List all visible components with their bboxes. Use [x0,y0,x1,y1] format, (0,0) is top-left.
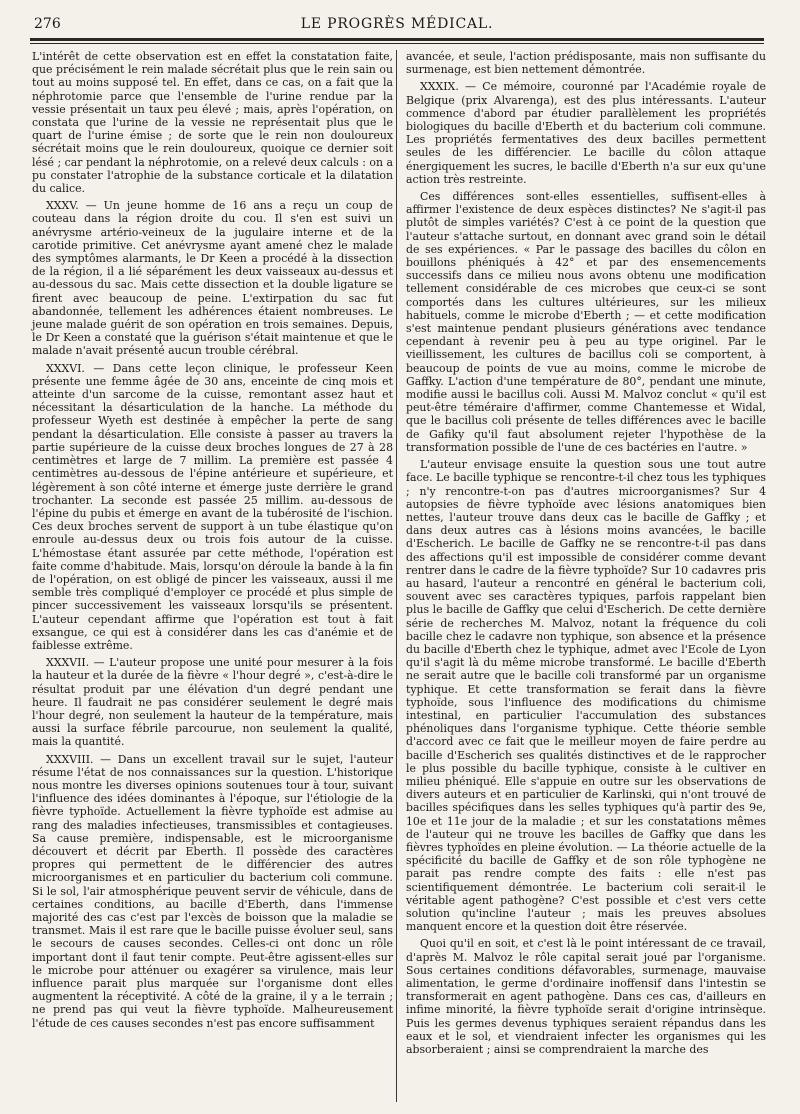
page-header [30,16,764,36]
paragraph: XXXV. — Un jeune homme de 16 ans a reçu un coup de couteau dans la région droite du cou. Il s'en est suivi un anévrysme artério-veineux de la jugulaire interne et de la carotide primitive. Cet anévrysme ayant amené chez le malade des symptômes alarmants, le Dr Keen a procédé à la dissection de la région, il a lié séparément les deux vaisseaux au-dessus et au-dessous du sac. Mais cette dissection et la double ligature se firent avec beaucoup de peine. L'extirpation du sac fut abandonnée, tellement les adhérences étaient nombreuses. Le jeune malade guérit de son opération en trois semaines. Depuis, le Dr Keen a constaté que la guérison s'était maintenue et que le malade n'avait présenté aucun trouble cérébral. [32,199,393,358]
header-rule-thin [30,43,764,44]
paragraph: XXXVII. — L'auteur propose une unité pour mesurer à la fois la hauteur et la durée de la fièvre « l'hour degré », c'est-à-dire le résultat produit par une élévation d'un degré pendant une heure. Il faudrait ne pas considérer seulement le degré mais l'hour degré, non seulement la hauteur de la température, mais aussi la surface fébrile parcourue, non seulement la qualité, mais la quantité. [32,656,393,749]
running-title: LE PROGRÈS MÉDICAL. [300,16,494,32]
paragraph: L'intérêt de cette observation est en effet la constatation faite, que précisément le rein malade sécrétait plus que le rein sain ou tout au moins supposé tel. En effet, dans ce cas, on a fait que la néphrotomie parce que l'ensemble de l'urine rendue par la vessie présentait un taux peu élevé ; mais, après l'opération, on constata que l'urine de la vessie ne représentait plus que le quart de l'urine émise ; de sorte que le rein non douloureux sécrétait moins que le rein douloureux, quoique ce dernier soit lésé ; car pendant la néphrotomie, on a relevé deux calculs : on a pu constater l'atrophie de la substance corticale et la dilatation du calice. [32,50,393,196]
paragraph: Quoi qu'il en soit, et c'est là le point intéressant de ce travail, d'après M. Malvoz le rôle capital serait joué par l'organisme. Sous certaines conditions défavorables, surmenage, mauvaise alimentation, le germe d'ordinaire inoffensif dans l'intestin se transformerait en agent pathogène. Dans ces cas, d'ailleurs en infime minorité, la fièvre typhoïde serait d'origine intrinsèque. Puis les germes devenus typhiques seraient répandus dans les eaux et le sol, et viendraient infecter les organismes qui les absorberaient ; ainsi se comprendraient la marche des [406,937,766,1057]
paragraph: XXXIX. — Ce mémoire, couronné par l'Académie royale de Belgique (prix Alvarenga), est des plus intéressants. L'auteur commence d'abord par étudier parallèlement les propriétés biologiques du bacille d'Eberth et du bacterium coli commune. Les propriétés fermentatives des deux bacilles permettent seules de les différencier. Le bacille du côlon attaque énergiquement les sucres, le bacille d'Eberth n'a sur eux qu'une action très restreinte. [406,80,766,186]
paragraph: XXXVI. — Dans cette leçon clinique, le professeur Keen présente une femme âgée de 30 ans, enceinte de cinq mois et atteinte d'un sarcome de la cuisse, remontant assez haut et nécessitant la désarticulation de la hanche. La méthode du professeur Wyeth est destinée à empêcher la perte de sang pendant la désarticulation. Elle consiste à passer au travers la partie supérieure de la cuisse deux broches longues de 27 à 28 centimètres et large de 7 millim. La première est passée 4 centimètres au-dessous de l'épine antérieure et supérieure, et légèrement à son côté interne et émerge juste derrière le grand trochanter. La seconde est passée 25 millim. au-dessous de l'épine du pubis et émerge en avant de la tubérosité de l'ischion. Ces deux broches servent de support à un tube élastique qu'on enroule au-dessus deux ou trois fois autour de la cuisse. L'hémostase étant assurée par cette méthode, l'opération est faite comme d'habitude. Mais, lorsqu'on déroule la bande à la fin de l'opération, on est obligé de pincer les vaisseaux, aussi il me semble très compliqué d'employer ce procédé et plus simple de pincer successivement les vaisseaux lorsqu'ils se présentent. L'auteur cependant affirme que l'opération est tout à fait exsangue, ce qui est à considérer dans les cas d'anémie et de faiblesse extrême. [32,361,393,652]
paragraph: L'auteur envisage ensuite la question sous une tout autre face. Le bacille typhique se rencontre-t-il chez tous les typhiques ; n'y rencontre-t-on pas d'autres microorganismes? Sur 4 autopsies de fièvre typhoïde avec lésions anatomiques bien nettes, l'auteur trouve dans deux cas le bacille de Gaffky ; et dans deux autres cas à lésions moins avancées, le bacille d'Escherich. Le bacille de Gaffky ne se rencontre-t-il pas dans des affections qu'il est impossible de considérer comme devant rentrer dans le cadre de la fièvre typhoïde? Sur 10 cadavres pris au hasard, l'auteur a rencontré en général le bacterium coli, souvent avec ses caractères typiques, parfois rappelant bien plus le bacille de Gaffky que celui d'Escherich. De cette dernière série de recherches M. Malvoz, notant la fréquence du coli bacille chez le cadavre non typhique, son absence et la présence du bacille d'Eberth chez le typhique, admet avec l'Ecole de Lyon qu'il s'agit là du même microbe transformé. Le bacille d'Eberth ne serait autre que le bacille coli transformé par un organisme typhique. Et cette transformation se ferait dans la fièvre typhoïde, sous l'influence des modifications du chimisme intestinal, en particulier l'accumulation des substances phénoliques dans l'organisme typhique. Cette théorie semble d'accord avec ce fait que le meilleur moyen de faire perdre au bacille d'Escherich ses qualités distinctives et de le rapprocher le plus possible du bacille typhique, consiste à le cultiver en milieu phéniqué. Elle s'appuie en outre sur les observations de divers auteurs et en particulier de Karlinski, qui n'ont trouvé de bacilles spécifiques dans les selles typhiques qu'à partir des 9e, 10e et 11e jour de la maladie ; et sur les constatations mêmes de l'auteur qui ne trouve les bacilles de Gaffky que dans les fièvres typhoïdes en pleine évolution. — La théorie actuelle de la spécificité du bacille de Gaffky et de son rôle typhogène ne parait pas rendre compte des faits : elle n'est pas scientifiquement démontrée. Le bacterium coli serait-il le véritable agent pathogène? C'est possible et c'est vers cette solution qu'incline l'auteur ; mais les preuves absolues manquent encore et la question doit être réservée. [406,458,766,934]
right-column [406,50,766,1060]
paragraph: XXXVIII. — Dans un excellent travail sur le sujet, l'auteur résume l'état de nos connaissances sur la question. L'historique nous montre les diverses opinions soutenues tour à tour, suivant l'influence des idées dominantes à l'époque, sur l'étiologie de la fièvre typhoïde. Actuellement la fièvre typhoïde est admise au rang des maladies infectieuses, transmissibles et contagieuses. Sa cause première, indispensable, est le microorganisme découvert et décrit par Eberth. Il possède des caractères propres qui permettent de le différencier des autres microorganismes et en particulier du bacterium coli commune. Si le sol, l'air atmosphérique peuvent servir de véhicule, dans de certaines conditions, au bacille d'Eberth, dans l'immense majorité des cas c'est par l'excès de boisson que la maladie se transmet. Mais il est rare que le bacille puisse évoluer seul, sans le secours de causes secondes. Celles-ci ont donc un rôle important dont il faut tenir compte. Peut-être agissent-elles sur le microbe pour atténuer ou exagérer sa virulence, mais leur influence parait plus marquée sur l'organisme dont elles augmentent la réceptivité. A côté de la graine, il y a le terrain ; ne prend pas qui veut la fièvre typhoïde. Malheureusement l'étude de ces causes secondes n'est pas encore suffisamment [32,752,393,1030]
column-divider [396,50,397,1102]
paragraph: Ces différences sont-elles essentielles, suffisent-elles à affirmer l'existence de deux espèces distinctes? Ne s'agit-il pas plutôt de simples variétés? C'est à ce point de la question que l'auteur s'attache surtout, en donnant avec grand soin le détail de ses expériences. « Par le passage des bacilles du côlon en bouillons phéniqués à 42° et par des ensemencements successifs dans ce milieu nous avons obtenu une modification tellement considérable de ces microbes que ceux-ci se sont comportés dans les cultures ultérieures, sur les milieux habituels, comme le microbe d'Eberth ; — et cette modification s'est maintenue pendant plusieurs générations avec tendance cependant à revenir peu à peu au type originel. Par le vieillissement, les cultures de bacillus coli se comportent, à beaucoup de points de vue au moins, comme le microbe de Gaffky. L'action d'une température de 80°, pendant une minute, modifie aussi le bacillus coli. Aussi M. Malvoz conclut « qu'il est peut-être téméraire d'affirmer, comme Chantemesse et Widal, que le bacillus coli présente de telles différences avec le bacille de Gafiky qu'il faut absolument rejeter l'hypothèse de la transformation possible de l'une de ces bactéries en l'autre. » [406,190,766,454]
header-rule-thick [30,38,764,41]
paragraph: avancée, et seule, l'action prédisposante, mais non suffisante du surmenage, est bien nettement démontrée. [406,50,766,77]
left-column [32,50,393,1034]
page-number: 276 [34,16,61,32]
